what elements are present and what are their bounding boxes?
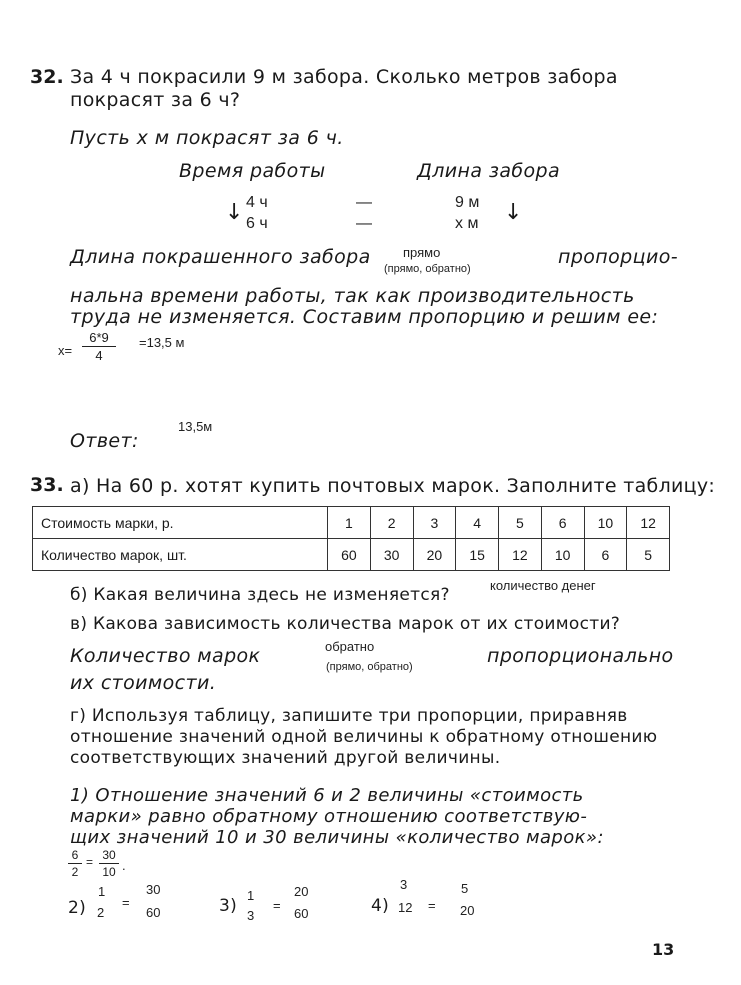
proportion-4-b-num: 5 [461, 881, 469, 896]
task-32-calc-x: х= [58, 343, 73, 358]
fraction-bar [82, 346, 116, 347]
table-cell: 2 [370, 507, 413, 539]
proportion-2-a-num: 1 [98, 884, 106, 899]
equals-sign: = [122, 895, 130, 910]
task-32-calc-fraction [82, 330, 116, 363]
task-33-v-end: пропорционально [487, 645, 674, 667]
task-33-g-line3: соответствующих значений другой величины. [70, 748, 501, 768]
table-row-label: Стоимость марки, р. [33, 507, 328, 539]
task-32-let: Пусть х м покрасят за 6 ч. [70, 127, 344, 149]
task-33-v-answer: обратно [325, 639, 375, 654]
task-33-v-question: в) Какова зависимость количества марок от их стоимости? [70, 614, 621, 634]
table-cell: 3 [413, 507, 456, 539]
fraction-bar [99, 863, 119, 864]
proportion-3-b-num: 20 [294, 884, 309, 899]
equals-sign: = [428, 898, 436, 913]
fraction-numerator: 30 [102, 848, 116, 862]
table-cell: 4 [456, 507, 499, 539]
task-32-col1-header: Время работы [179, 160, 326, 182]
proportion-4-b-den: 20 [460, 903, 475, 918]
proportion-3-a-den: 3 [247, 908, 255, 923]
task-32-question-line2: покрасят за 6 ч? [70, 89, 241, 111]
task-32-sentence-line2: нальна времени работы, так как производительность [70, 285, 635, 307]
task-33-b-question: б) Какая величина здесь не изменяется? [70, 585, 450, 605]
proportion-4-a-num: 3 [400, 877, 408, 892]
table-cell: 10 [584, 507, 627, 539]
proportion-4-label: 4) [371, 896, 390, 916]
equals-sign: = [273, 898, 281, 913]
task-32-calc-result: =13,5 м [139, 335, 185, 350]
fraction-denominator: 2 [71, 865, 79, 879]
proportion-2-b-num: 30 [146, 882, 161, 897]
table-cell: 1 [328, 507, 371, 539]
down-arrow-icon: ↓ [225, 200, 244, 225]
task-32-row1-time: 4 ч [246, 194, 268, 211]
task-32-hint: (прямо, обратно) [384, 263, 471, 275]
proportion-2-label: 2) [68, 898, 87, 918]
proportion-2-a-den: 2 [97, 905, 105, 920]
fraction-numerator: 6 [71, 848, 79, 862]
task-32-answer-value: 13,5м [178, 419, 213, 434]
task-33-ex-line3: щих значений 10 и 30 величины «количество марок»: [70, 827, 604, 848]
task-32-row2-length: х м [455, 215, 479, 232]
table-cell: 15 [456, 539, 499, 571]
table-cell: 10 [541, 539, 584, 571]
proportion-2-b-den: 60 [146, 905, 161, 920]
task-32-answer-word: прямо [403, 245, 441, 260]
task-33-g-line1: г) Используя таблицу, запишите три пропорции, приравняв [70, 706, 628, 726]
task-33-number: 33. [30, 474, 64, 496]
stamps-table [32, 506, 670, 571]
period: . [122, 858, 126, 873]
down-arrow-icon: ↓ [504, 200, 523, 225]
table-cell: 12 [499, 539, 542, 571]
table-cell: 20 [413, 539, 456, 571]
table-cell: 12 [627, 507, 670, 539]
task-32-row2-time: 6 ч [246, 215, 268, 232]
task-33-b-answer: количество денег [490, 578, 596, 593]
proportion-3-label: 3) [219, 896, 238, 916]
task-33-intro: а) На 60 р. хотят купить почтовых марок. Заполните таблицу: [70, 475, 716, 497]
example-fraction-left [68, 848, 82, 879]
fraction-denominator: 10 [102, 865, 116, 879]
proportion-3-b-den: 60 [294, 906, 309, 921]
table-row [33, 539, 670, 571]
task-32-sentence-line3: труда не изменяется. Составим пропорцию и решим ее: [70, 306, 659, 328]
task-32-sentence-start: Длина покрашенного забора [70, 246, 371, 268]
equals-sign: = [86, 855, 94, 869]
task-33-g-line2: отношение значений одной величины к обратному отношению [70, 727, 658, 747]
task-32-calc-den: 4 [95, 348, 103, 363]
task-33-v-hint: (прямо, обратно) [326, 661, 413, 673]
task-32-question-line1: За 4 ч покрасили 9 м забора. Сколько метров забора [70, 66, 618, 88]
table-row [33, 507, 670, 539]
table-cell: 5 [499, 507, 542, 539]
page-number: 13 [652, 940, 675, 959]
task-32-number: 32. [30, 66, 64, 88]
table-row-label: Количество марок, шт. [33, 539, 328, 571]
task-32-col2-header: Длина забора [417, 160, 561, 182]
fraction-bar [68, 863, 82, 864]
example-fraction-right [99, 848, 119, 879]
table-cell: 6 [541, 507, 584, 539]
task-33-v-start: Количество марок [70, 645, 261, 667]
task-33-ex-line1: 1) Отношение значений 6 и 2 величины «стоимость [70, 785, 584, 806]
table-cell: 60 [328, 539, 371, 571]
task-32-calc-num: 6*9 [89, 330, 109, 345]
table-cell: 30 [370, 539, 413, 571]
table-cell: 5 [627, 539, 670, 571]
task-33-ex-line2: марки» равно обратному отношению соответствую- [70, 806, 588, 827]
task-33-v-line2: их стоимости. [70, 672, 217, 694]
task-32-answer-label: Ответ: [70, 430, 139, 452]
task-32-sentence-end: пропорцио- [558, 246, 678, 268]
task-32-dash1: — [356, 194, 372, 211]
task-32-dash2: — [356, 215, 372, 232]
proportion-4-a-den: 12 [398, 900, 413, 915]
proportion-3-a-num: 1 [247, 888, 255, 903]
task-32-row1-length: 9 м [455, 194, 480, 211]
table-cell: 6 [584, 539, 627, 571]
